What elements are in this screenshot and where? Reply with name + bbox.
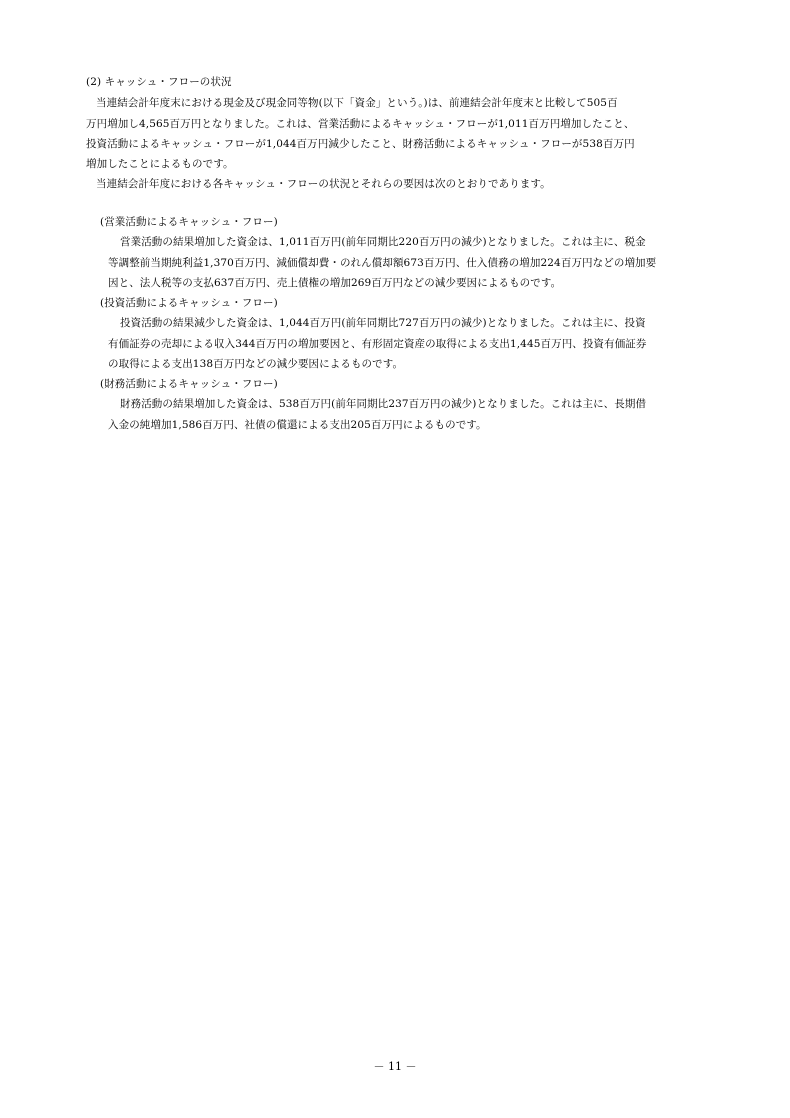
operating-heading: (営業活動によるキャッシュ・フロー) — [100, 216, 278, 228]
financing-line-2: 入金の純増加1,586百万円、社債の償還による支出205百万円によるものです。 — [108, 419, 487, 431]
financing-line-1: 財務活動の結果増加した資金は、538百万円(前年同期比237百万円の減少)となりました。これは主に、長期借 — [120, 398, 647, 410]
section-heading: (2) キャッシュ・フローの状況 — [86, 76, 232, 88]
financing-heading: (財務活動によるキャッシュ・フロー) — [100, 378, 278, 390]
intro-line-2: 万円増加し4,565百万円となりました。これは、営業活動によるキャッシュ・フローが1,011百万円増加したこと、 — [86, 118, 635, 130]
intro-line-5: 当連結会計年度における各キャッシュ・フローの状況とそれらの要因は次のとおりであります。 — [96, 178, 551, 190]
investing-line-1: 投資活動の結果減少した資金は、1,044百万円(前年同期比727百万円の減少)となりました。これは主に、投資 — [120, 317, 646, 329]
intro-line-4: 増加したことによるものです。 — [86, 158, 234, 170]
intro-line-1: 当連結会計年度末における現金及び現金同等物(以下「資金」という。)は、前連結会計年度末と比較して505百 — [96, 97, 618, 109]
investing-line-3: の取得による支出138百万円などの減少要因によるものです。 — [108, 358, 404, 370]
operating-line-2: 等調整前当期純利益1,370百万円、減価償却費・のれん償却額673百万円、仕入債務の増加224百万円などの増加要 — [108, 257, 657, 269]
operating-line-3: 因と、法人税等の支払637百万円、売上債権の増加269百万円などの減少要因によるものです。 — [108, 277, 562, 289]
investing-line-2: 有価証券の売却による収入344百万円の増加要因と、有形固定資産の取得による支出1,445百万円、投資有価証券 — [108, 338, 647, 350]
page-number: － 11 － — [373, 1060, 417, 1073]
operating-line-1: 営業活動の結果増加した資金は、1,011百万円(前年同期比220百万円の減少)となりました。これは主に、税金 — [120, 236, 646, 248]
intro-line-3: 投資活動によるキャッシュ・フローが1,044百万円減少したこと、財務活動によるキャッシュ・フローが538百万円 — [86, 138, 635, 150]
investing-heading: (投資活動によるキャッシュ・フロー) — [100, 297, 278, 309]
